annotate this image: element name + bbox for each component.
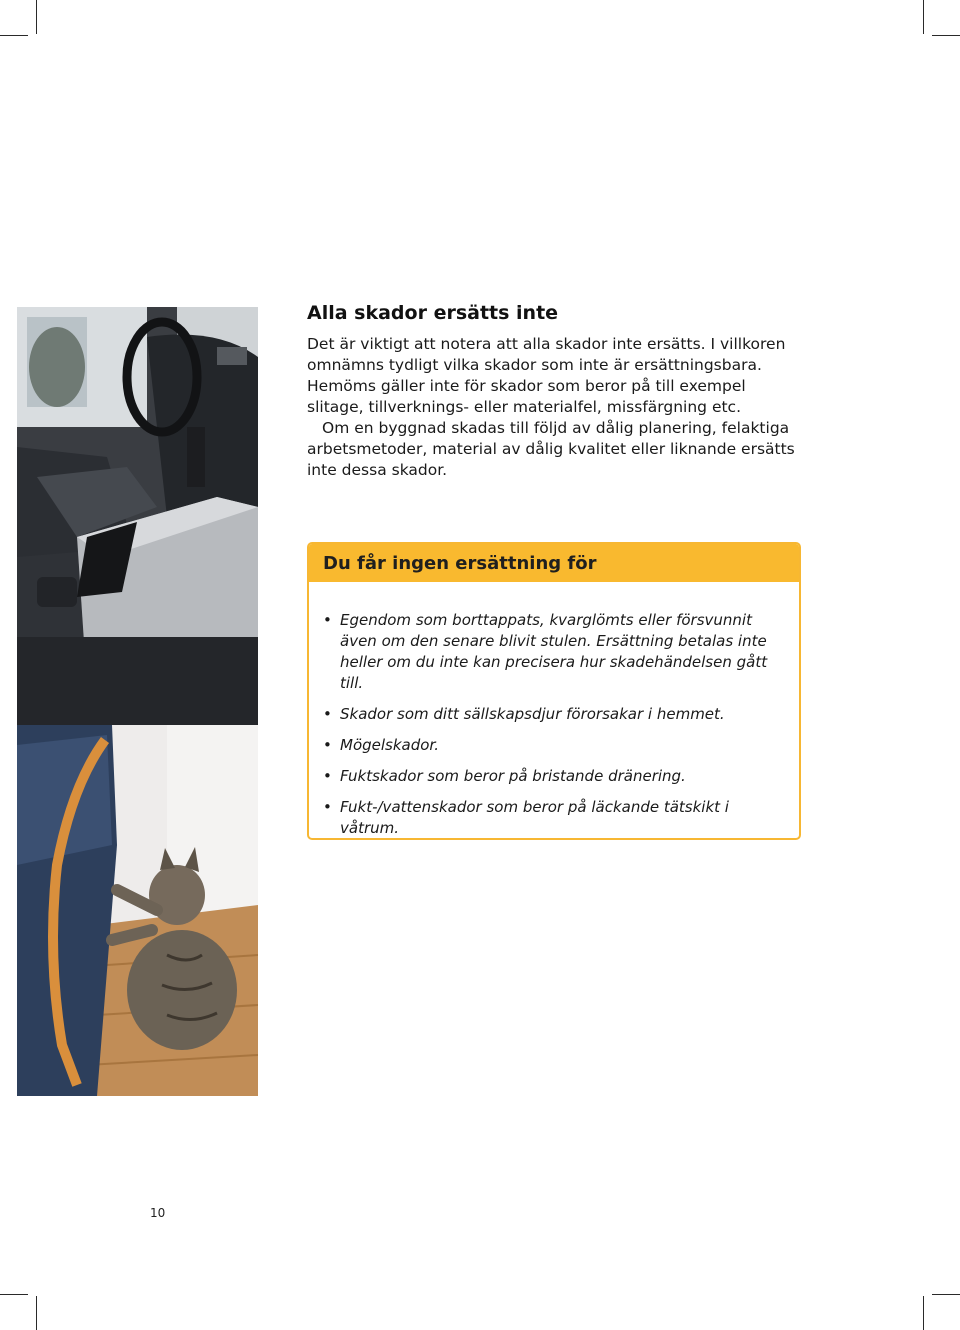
list-item [323, 610, 787, 694]
section-heading: Alla skador ersätts inte [307, 302, 559, 324]
crop-mark [932, 35, 960, 36]
crop-mark [0, 35, 28, 36]
crop-mark [0, 1294, 28, 1295]
crop-mark [923, 0, 924, 34]
list-item [323, 797, 787, 839]
bullet: • [323, 611, 332, 629]
crop-mark [932, 1294, 960, 1295]
exclusions-box-title: Du får ingen ersättning för [323, 552, 597, 574]
car-interior-photo [17, 307, 258, 725]
list-item-text: Mögelskador. [340, 736, 439, 754]
list-item-text: Fuktskador som beror på bristande dränering. [340, 767, 686, 785]
list-item-text: Skador som ditt sällskapsdjur förorsakar i hemmet. [340, 705, 725, 723]
crop-mark [36, 1296, 37, 1330]
list-item [323, 704, 787, 725]
bullet: • [323, 767, 332, 785]
intro-text [307, 334, 807, 481]
crop-mark [923, 1296, 924, 1330]
list-item [323, 735, 787, 756]
intro-paragraph: Det är viktigt att notera att alla skador inte ersätts. I villkoren omnämns tydligt vilka skador som inte är ersättningsbara. Hemöms gäller inte för skador som beror på till exempel slitage, tillverknings- eller materialfel, missfärgning etc. [307, 335, 786, 416]
cat-scratching-chair-photo [17, 725, 258, 1096]
bullet: • [323, 798, 332, 816]
exclusions-box [307, 542, 801, 840]
list-item [323, 766, 787, 787]
intro-paragraph: Om en byggnad skadas till följd av dålig planering, felaktiga arbetsmetoder, material av dålig kvalitet eller liknande ersätts inte dessa skador. [307, 419, 795, 479]
list-item-text: Fukt-/vattenskador som beror på läckande tätskikt i våtrum. [340, 798, 729, 837]
exclusions-box-header [309, 544, 799, 582]
exclusions-list [309, 582, 799, 839]
bullet: • [323, 736, 332, 754]
page-number: 10 [150, 1206, 166, 1220]
crop-mark [36, 0, 37, 34]
bullet: • [323, 705, 332, 723]
list-item-text: Egendom som borttappats, kvarglömts eller försvunnit även om den senare blivit stulen. Ersättning betalas inte heller om du inte kan precisera hur skadehändelsen gått till. [340, 611, 768, 692]
